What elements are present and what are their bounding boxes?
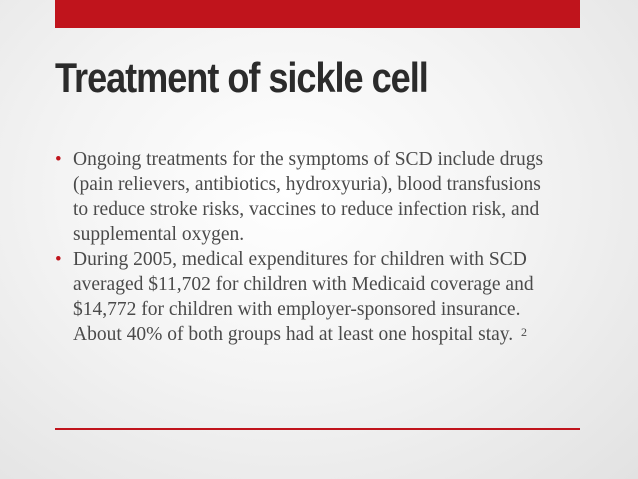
bullet-dot-icon: • xyxy=(55,149,62,170)
bullet-list xyxy=(55,147,555,347)
top-accent-bar xyxy=(55,0,580,28)
slide-title: Treatment of sickle cell xyxy=(55,54,428,101)
bullet-text: During 2005, medical expenditures for children with SCD averaged $11,702 for children with Medicaid coverage and $14,772 for children with employer-sponsored insurance. About 40% of both groups had at least one hospital stay. xyxy=(73,249,534,345)
citation-superscript: 2 xyxy=(518,325,527,339)
bullet-item-expenditures xyxy=(55,247,555,347)
bullet-text: Ongoing treatments for the symptoms of SCD include drugs (pain relievers, antibiotics, hydroxyuria), blood transfusions to reduce stroke risks, vaccines to reduce infection risk, and supplemental oxygen. xyxy=(73,149,544,245)
bullet-dot-icon: • xyxy=(55,249,62,270)
bottom-divider xyxy=(55,428,580,430)
bullet-item-treatments xyxy=(55,147,555,247)
